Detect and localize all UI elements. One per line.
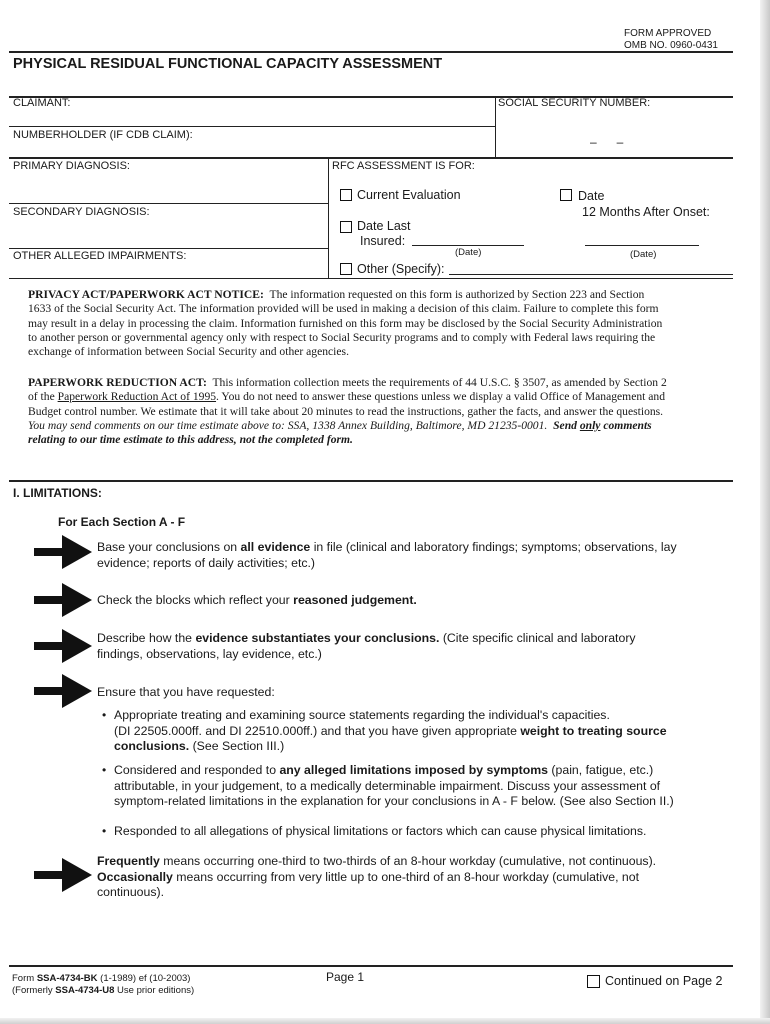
other-specify-checkbox[interactable]	[340, 263, 352, 275]
date-last-insured-checkbox[interactable]	[340, 221, 352, 233]
primary-diagnosis-label: PRIMARY DIAGNOSIS:	[13, 160, 130, 172]
occasionally-term: Occasionally	[97, 869, 173, 884]
b2-l3: symptom-related limitations in the explanation for your conclusions in A - F below. (See also Section II.)	[114, 794, 674, 808]
date-caption-insured: (Date)	[455, 247, 482, 258]
insured-label: Insured:	[360, 234, 406, 248]
title-rule	[9, 51, 733, 53]
i1-c: in file (clinical and laboratory findings; symptoms; observations, lay	[310, 540, 677, 554]
secondary-diagnosis-label: SECONDARY DIAGNOSIS:	[13, 206, 150, 218]
paperwork-line-2-post: . You do not need to answer these questions unless we display a valid Office of Management and	[216, 390, 665, 404]
bullet-treating-sources	[114, 708, 734, 755]
frequency-definitions	[97, 854, 737, 901]
arrow-right-icon	[34, 535, 92, 569]
page-number: Page 1	[326, 970, 365, 984]
privacy-heading: PRIVACY ACT/PAPERWORK ACT NOTICE:	[28, 288, 264, 301]
approval-line-1: FORM APPROVED	[624, 28, 712, 39]
paperwork-line-5: relating to our time estimate to this address, not the completed form.	[28, 433, 353, 447]
formerly-post: Use prior editions)	[114, 985, 195, 996]
omb-approval	[624, 28, 718, 51]
claimant-label: CLAIMANT:	[13, 97, 71, 109]
b1-l2a: (DI 22505.000ff. and DI 22510.000ff.) and that you have given appropriate	[114, 723, 521, 738]
form-number	[12, 973, 194, 997]
ssn-dashes: – –	[590, 135, 624, 149]
other-specify-line[interactable]	[449, 274, 733, 275]
formerly-pre: (Formerly	[12, 985, 56, 996]
b1-l3b: (See Section III.)	[189, 739, 285, 753]
table-bottom-rule	[9, 278, 733, 279]
limitations-subheading: For Each Section A - F	[58, 515, 186, 529]
months-after-onset-label: 12 Months After Onset:	[582, 205, 710, 219]
privacy-line-1: The information requested on this form is authorized by Section 223 and Section	[269, 288, 645, 301]
date-caption-onset: (Date)	[630, 249, 657, 260]
bullet-allegations: Responded to all allegations of physical limitations or factors which can cause physical limitations.	[114, 824, 647, 838]
instruction-describe	[97, 631, 737, 662]
ssn-label: SOCIAL SECURITY NUMBER:	[498, 97, 651, 109]
privacy-act-notice	[28, 288, 728, 359]
i3-a: Describe how the	[97, 631, 196, 645]
date-last-insured-line[interactable]	[412, 245, 524, 246]
form-pre: Form	[12, 973, 37, 984]
paperwork-line-3: Budget control number. We estimate that it will take about 20 minutes to read the instructions, gather the facts, and answer the questions.	[28, 404, 664, 418]
formerly-id: SSA-4734-U8	[55, 985, 115, 996]
arrow-right-icon	[34, 858, 92, 892]
instruction-judgement	[97, 593, 737, 609]
occasionally-def: means occurring from very little up to one-third of an 8-hour workday (cumulative, not	[172, 869, 639, 884]
onset-date-line[interactable]	[585, 245, 699, 246]
arrow-right-icon	[34, 674, 92, 708]
claimant-rule	[9, 126, 495, 127]
i1-d: evidence; reports of daily activities; etc.)	[97, 555, 316, 570]
instruction-evidence	[97, 540, 737, 571]
i1-a: Base your conclusions on	[97, 540, 241, 554]
other-specify-label: Other (Specify):	[357, 262, 445, 276]
paperwork-act-link: Paperwork Reduction Act of 1995	[57, 390, 217, 404]
paperwork-send-only: only	[579, 418, 601, 432]
b2-l2: attributable, in your judgement, to a medically determinable impairment. Discuss your assessment of	[114, 778, 661, 793]
date-last-label: Date Last	[357, 219, 411, 233]
current-evaluation-label: Current Evaluation	[357, 188, 461, 202]
continued-checkbox[interactable]	[587, 975, 600, 988]
privacy-line-5: exchange of information between Social Security and other agencies.	[28, 345, 349, 359]
form-id: SSA-4734-BK	[36, 973, 98, 984]
paperwork-send-pre: Send	[553, 418, 580, 432]
approval-line-2: OMB NO. 0960-0431	[624, 39, 718, 51]
limitations-heading: I. LIMITATIONS:	[13, 486, 102, 500]
paperwork-reduction-act	[28, 376, 733, 447]
b2-l1a: Considered and responded to	[114, 763, 280, 777]
b1-l2b: weight to treating source	[520, 723, 667, 738]
b2-l1c: (pain, fatigue, etc.)	[548, 763, 654, 777]
paperwork-send-post: comments	[600, 418, 652, 432]
form-post: (1-1989) ef (10-2003)	[97, 973, 191, 984]
bullet-dot: •	[102, 708, 107, 722]
paperwork-line-1: This information collection meets the requirements of 44 U.S.C. § 3507, as amended by Section 2	[212, 376, 667, 389]
secondary-rule	[9, 248, 328, 249]
b1-l1: Appropriate treating and examining source statements regarding the individual's capacities.	[114, 708, 610, 722]
paperwork-line-4-italic: You may send comments on our time estimate above to: SSA, 1338 Annex Building, Baltimore, MD 21235-0001.	[28, 418, 548, 432]
instruction-ensure: Ensure that you have requested:	[97, 685, 275, 699]
i2-a: Check the blocks which reflect your	[97, 593, 294, 607]
privacy-line-2: 1633 of the Social Security Act. The information provided will be used in making a decision of this claim. Failure to complete this form	[28, 302, 659, 316]
rfc-for-label: RFC ASSESSMENT IS FOR:	[332, 160, 475, 172]
ssn-divider	[495, 96, 496, 158]
paperwork-line-2-pre: of the	[28, 390, 58, 404]
b1-l3a: conclusions.	[114, 739, 190, 753]
privacy-line-4: to another person or governmental agency only with respect to Social Security programs and to comply with Federal laws requiring the	[28, 330, 656, 344]
diagnosis-top-rule	[9, 157, 733, 159]
privacy-line-3: may result in a delay in processing the claim. Information furnished on this form may be disclosed by the Social Security Administration	[28, 316, 663, 330]
i3-b: evidence substantiates your conclusions.	[195, 631, 440, 645]
form-title: PHYSICAL RESIDUAL FUNCTIONAL CAPACITY ASSESSMENT	[13, 56, 443, 72]
numberholder-label: NUMBERHOLDER (IF CDB CLAIM):	[13, 129, 193, 141]
arrow-right-icon	[34, 629, 92, 663]
arrow-right-icon	[34, 583, 92, 617]
other-impairments-label: OTHER ALLEGED IMPAIRMENTS:	[13, 250, 187, 262]
continued-label: Continued on Page 2	[605, 974, 723, 988]
i3-d: findings, observations, lay evidence, etc.)	[97, 646, 322, 661]
bullet-symptoms	[114, 763, 734, 810]
limitations-rule	[9, 480, 733, 482]
bullet-dot: •	[102, 824, 107, 838]
frequently-term: Frequently	[97, 854, 160, 868]
current-evaluation-checkbox[interactable]	[340, 189, 352, 201]
rfc-divider	[328, 157, 329, 278]
bullet-dot: •	[102, 763, 107, 777]
date-label: Date	[578, 189, 605, 203]
page-edge-shadow	[760, 0, 770, 1024]
paperwork-heading: PAPERWORK REDUCTION ACT:	[28, 376, 207, 389]
b2-l1b: any alleged limitations imposed by symptoms	[279, 763, 549, 777]
i3-c: (Cite specific clinical and laboratory	[439, 631, 636, 645]
primary-rule	[9, 203, 328, 204]
occasionally-def-2: continuous).	[97, 885, 164, 899]
i1-b: all evidence	[240, 540, 311, 554]
frequently-def: means occurring one-third to two-thirds of an 8-hour workday (cumulative, not continuous).	[159, 854, 657, 868]
footer-rule	[9, 965, 733, 967]
i2-b: reasoned judgement.	[293, 593, 417, 607]
page-bottom-shadow	[0, 1018, 770, 1024]
date-onset-checkbox[interactable]	[560, 189, 572, 201]
